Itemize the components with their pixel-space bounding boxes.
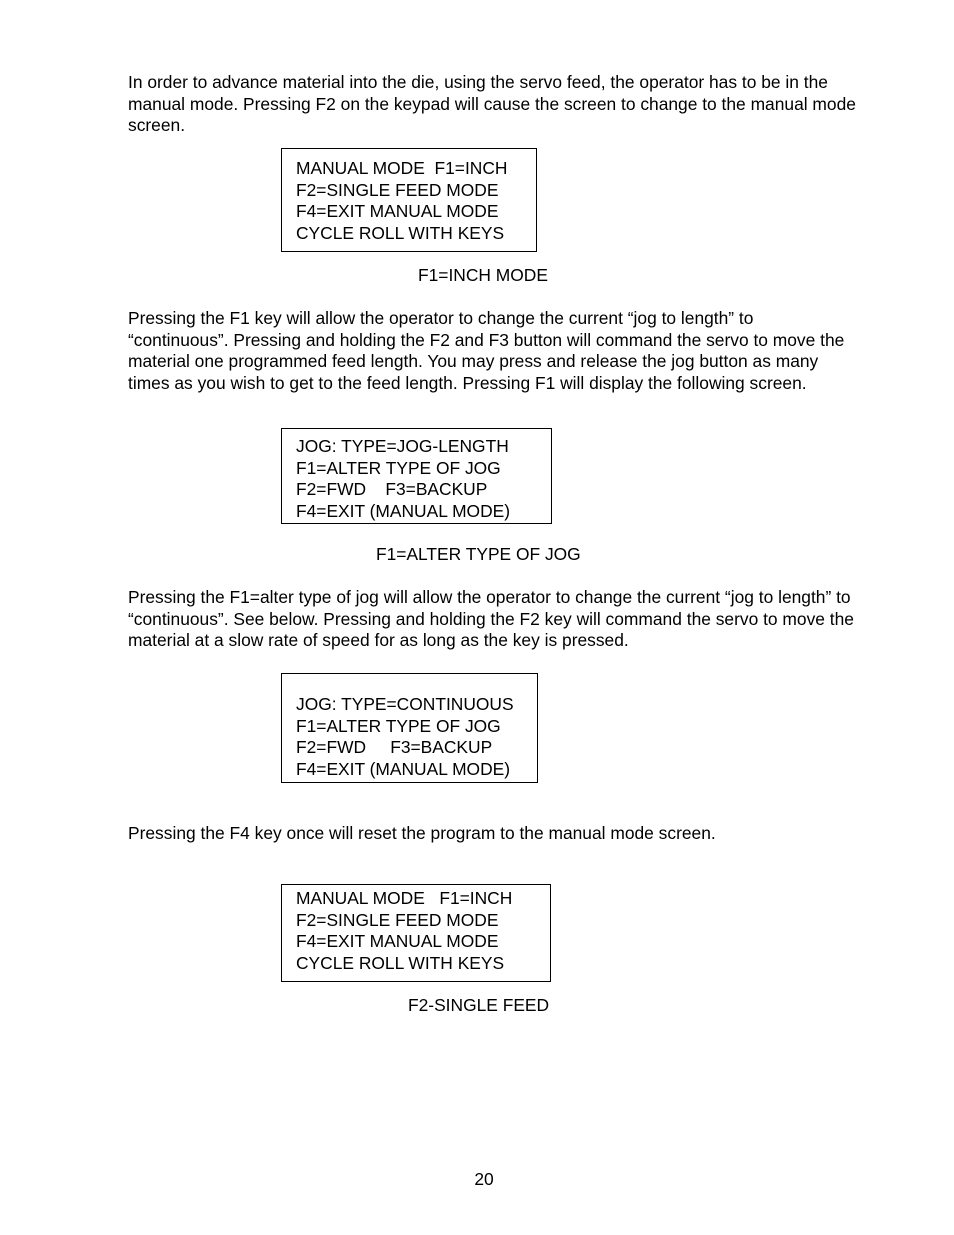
screen-line: CYCLE ROLL WITH KEYS [296, 952, 505, 973]
screen-line: MANUAL MODE F1=INCH [296, 158, 508, 178]
screen-line: JOG: TYPE=JOG-LENGTH [296, 436, 509, 456]
jog-length-paragraph: Pressing the F1 key will allow the operator to change the current “jog to length” to “continuous”. Pressing and holding the F2 and F3 button will command the servo to move the material one programmed feed length. You may press and release the jog button as many times as you wish to get to the feed length. Pressing F1 will display the following screen. [128, 308, 845, 393]
screen-line: CYCLE ROLL WITH KEYS [296, 222, 505, 243]
intro-paragraph: In order to advance material into the die, using the servo feed, the operator has to be in the manual mode. Pressing F2 on the keypad will cause the screen to change to the manual mode screen. [128, 72, 856, 136]
jog-length-screen-display [281, 428, 552, 524]
inch-mode-caption: F1=INCH MODE [418, 265, 548, 285]
screen-line: F1=ALTER TYPE OF JOG [296, 715, 501, 736]
reset-paragraph: Pressing the F4 key once will reset the program to the manual mode screen. [128, 823, 716, 843]
screen-line: JOG: TYPE=CONTINUOUS [296, 694, 514, 714]
alter-jog-caption: F1=ALTER TYPE OF JOG [376, 544, 581, 564]
screen-line: F4=EXIT MANUAL MODE [296, 931, 499, 952]
jog-continuous-paragraph: Pressing the F1=alter type of jog will allow the operator to change the current “jog to length” to “continuous”. See below. Pressing and holding the F2 key will command the servo to move the material at a slow rate of speed for as long as the key is pressed. [128, 587, 854, 651]
manual-mode-screen-display-2 [281, 884, 551, 982]
manual-mode-screen-display [281, 148, 537, 252]
jog-continuous-screen-display [281, 673, 538, 783]
page-number: 20 [474, 1169, 494, 1189]
screen-line: F4=EXIT MANUAL MODE [296, 201, 499, 222]
screen-line: F1=ALTER TYPE OF JOG [296, 457, 501, 478]
screen-line: F2=SINGLE FEED MODE [296, 909, 499, 930]
screen-line: F4=EXIT (MANUAL MODE) [296, 500, 511, 521]
screen-line: F2=SINGLE FEED MODE [296, 179, 499, 200]
single-feed-caption: F2-SINGLE FEED [408, 995, 550, 1015]
screen-line: F4=EXIT (MANUAL MODE) [296, 758, 511, 779]
screen-line: MANUAL MODE F1=INCH [296, 888, 513, 908]
screen-line: F2=FWD F3=BACKUP [296, 479, 488, 500]
screen-line: F2=FWD F3=BACKUP [296, 737, 493, 758]
